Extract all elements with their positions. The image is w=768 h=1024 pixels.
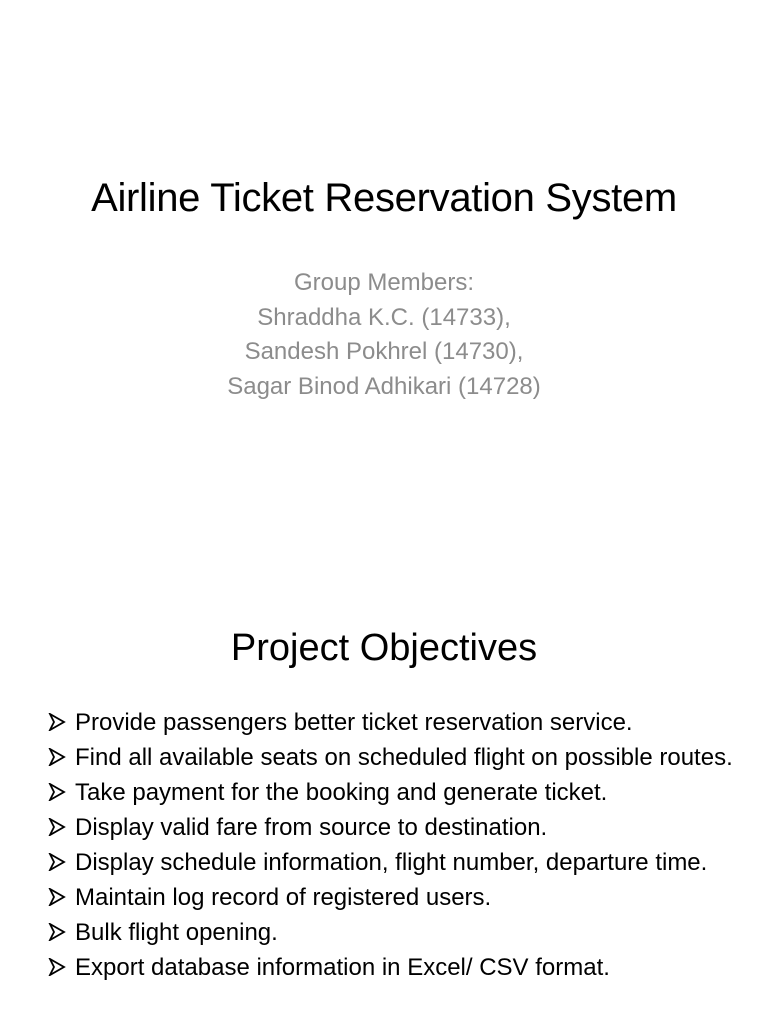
arrow-bullet-icon [48, 888, 66, 906]
objective-item [48, 779, 738, 806]
objective-text: Find all available seats on scheduled flight on possible routes. [75, 744, 733, 771]
objectives-list [48, 709, 738, 989]
objective-item [48, 744, 738, 771]
arrow-bullet-icon [48, 923, 66, 941]
arrow-bullet-icon [48, 818, 66, 836]
group-member-name: Sandesh Pokhrel (14730), [244, 338, 524, 365]
objective-text: Display schedule information, flight number, departure time. [75, 849, 708, 876]
group-members-heading: Group Members: [293, 269, 475, 296]
arrow-bullet-icon [48, 958, 66, 976]
objective-text: Maintain log record of registered users. [75, 884, 492, 911]
arrow-bullet-icon [48, 748, 66, 766]
arrow-bullet-icon [48, 853, 66, 871]
objective-item [48, 954, 738, 981]
objective-text: Export database information in Excel/ CSV format. [75, 954, 610, 981]
objective-text: Bulk flight opening. [75, 919, 278, 946]
objectives-slide [0, 576, 768, 1024]
group-member-name: Shraddha K.C. (14733), [257, 303, 511, 331]
objective-item [48, 919, 738, 946]
objective-item [48, 814, 738, 841]
presentation-title: Airline Ticket Reservation System [91, 176, 677, 220]
objective-item [48, 709, 738, 736]
group-member-name: Sagar Binod Adhikari (14728) [227, 372, 541, 400]
objective-item [48, 849, 738, 876]
objective-text: Display valid fare from source to destination. [75, 814, 548, 841]
objective-text: Provide passengers better ticket reservation service. [75, 709, 633, 736]
objective-item [48, 884, 738, 911]
objective-text: Take payment for the booking and generate ticket. [75, 779, 608, 806]
objectives-title: Project Objectives [230, 627, 538, 669]
arrow-bullet-icon [48, 783, 66, 801]
arrow-bullet-icon [48, 713, 66, 731]
group-members-block [0, 266, 768, 404]
